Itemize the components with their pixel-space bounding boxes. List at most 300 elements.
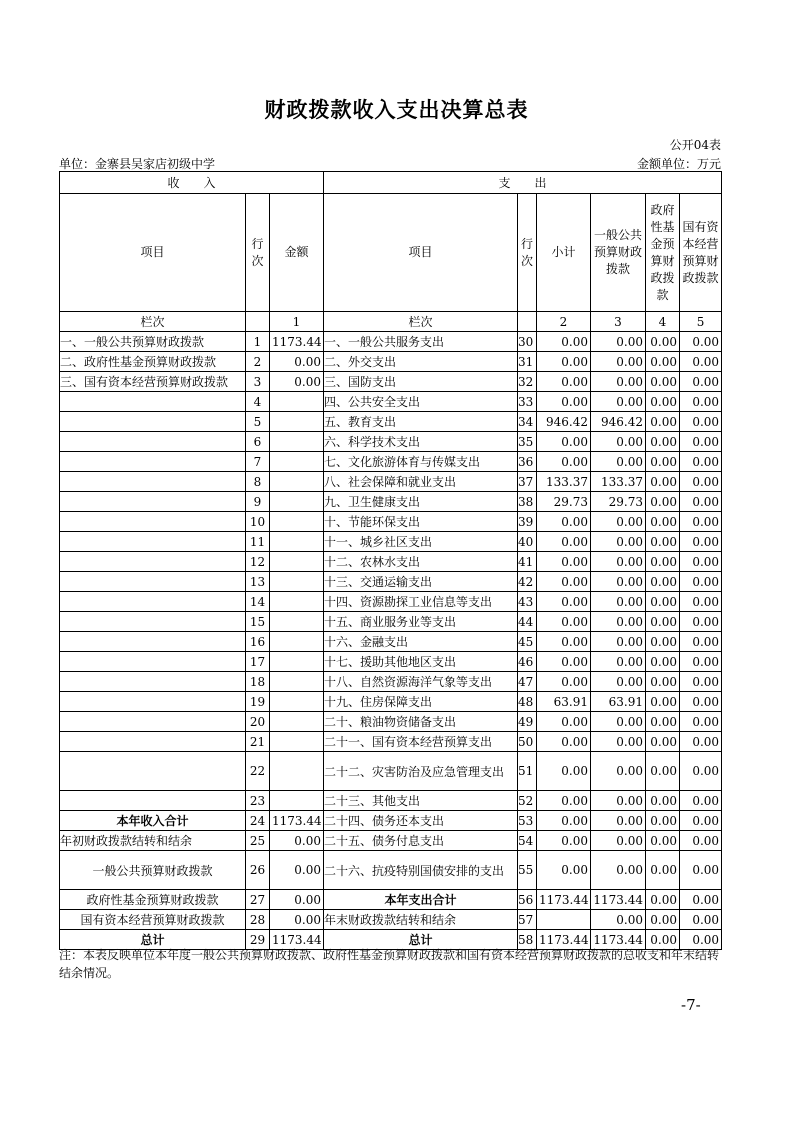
income-line: 2 bbox=[246, 352, 270, 372]
table-row bbox=[60, 352, 722, 372]
expense-subtotal: 133.37 bbox=[537, 472, 591, 492]
income-line: 18 bbox=[246, 672, 270, 692]
expense-state-capital: 0.00 bbox=[680, 672, 722, 692]
expense-line: 45 bbox=[518, 632, 537, 652]
page-title: 财政拨款收入支出决算总表 bbox=[264, 98, 529, 122]
income-line: 12 bbox=[246, 552, 270, 572]
table-row bbox=[60, 652, 722, 672]
income-amount bbox=[270, 612, 324, 632]
table-row bbox=[60, 372, 722, 392]
expense-item: 七、文化旅游体育与传媒支出 bbox=[324, 452, 518, 472]
expense-item: 本年支出合计 bbox=[324, 890, 518, 910]
income-amount: 1173.44 bbox=[270, 930, 324, 950]
income-item-header: 项目 bbox=[60, 194, 246, 312]
expense-gov-fund: 0.00 bbox=[646, 432, 680, 452]
income-amount bbox=[270, 652, 324, 672]
table-row bbox=[60, 851, 722, 890]
expense-item: 十三、交通运输支出 bbox=[324, 572, 518, 592]
income-line: 13 bbox=[246, 572, 270, 592]
expense-line: 32 bbox=[518, 372, 537, 392]
income-amount bbox=[270, 732, 324, 752]
income-item bbox=[60, 592, 246, 612]
income-line: 29 bbox=[246, 930, 270, 950]
expense-line: 54 bbox=[518, 831, 537, 851]
expense-item: 二、外交支出 bbox=[324, 352, 518, 372]
expense-gov-fund: 0.00 bbox=[646, 372, 680, 392]
expense-line: 33 bbox=[518, 392, 537, 412]
table-row bbox=[60, 692, 722, 712]
expense-gov-fund: 0.00 bbox=[646, 512, 680, 532]
expense-item: 五、教育支出 bbox=[324, 412, 518, 432]
expense-gov-fund: 0.00 bbox=[646, 392, 680, 412]
income-item: 一般公共预算财政拨款 bbox=[60, 851, 246, 890]
expense-line: 42 bbox=[518, 572, 537, 592]
expense-item: 一、一般公共服务支出 bbox=[324, 332, 518, 352]
expense-line: 39 bbox=[518, 512, 537, 532]
expense-state-capital: 0.00 bbox=[680, 652, 722, 672]
income-item bbox=[60, 472, 246, 492]
income-amount bbox=[270, 632, 324, 652]
income-amount bbox=[270, 472, 324, 492]
table-row bbox=[60, 592, 722, 612]
income-item: 三、国有资本经营预算财政拨款 bbox=[60, 372, 246, 392]
expense-state-capital: 0.00 bbox=[680, 492, 722, 512]
expense-general-budget: 0.00 bbox=[591, 512, 646, 532]
table-row bbox=[60, 612, 722, 632]
income-header: 收 入 bbox=[60, 172, 324, 194]
expense-general-budget: 0.00 bbox=[591, 392, 646, 412]
income-amount bbox=[270, 552, 324, 572]
expense-state-capital: 0.00 bbox=[680, 831, 722, 851]
expense-general-budget: 0.00 bbox=[591, 791, 646, 811]
income-item bbox=[60, 412, 246, 432]
table-row bbox=[60, 632, 722, 652]
income-item: 年初财政拨款结转和结余 bbox=[60, 831, 246, 851]
expense-line: 37 bbox=[518, 472, 537, 492]
income-amount bbox=[270, 432, 324, 452]
budget-table bbox=[59, 171, 722, 950]
expense-general-budget: 0.00 bbox=[591, 552, 646, 572]
expense-state-capital: 0.00 bbox=[680, 910, 722, 930]
expense-subtotal: 0.00 bbox=[537, 532, 591, 552]
expense-gov-fund: 0.00 bbox=[646, 732, 680, 752]
expense-line: 46 bbox=[518, 652, 537, 672]
expense-subtotal: 0.00 bbox=[537, 352, 591, 372]
income-line: 5 bbox=[246, 412, 270, 432]
income-item bbox=[60, 572, 246, 592]
income-amount: 0.00 bbox=[270, 352, 324, 372]
income-line: 11 bbox=[246, 532, 270, 552]
expense-subtotal: 0.00 bbox=[537, 612, 591, 632]
expense-gov-fund: 0.00 bbox=[646, 492, 680, 512]
expense-general-budget: 0.00 bbox=[591, 372, 646, 392]
expense-general-budget: 1173.44 bbox=[591, 930, 646, 950]
table-row bbox=[60, 472, 722, 492]
income-line: 4 bbox=[246, 392, 270, 412]
income-item bbox=[60, 532, 246, 552]
table-row bbox=[60, 791, 722, 811]
expense-state-capital: 0.00 bbox=[680, 712, 722, 732]
expense-subtotal bbox=[537, 910, 591, 930]
expense-subtotal: 0.00 bbox=[537, 652, 591, 672]
income-line: 15 bbox=[246, 612, 270, 632]
income-item bbox=[60, 492, 246, 512]
expense-general-budget: 0.00 bbox=[591, 652, 646, 672]
expense-state-capital: 0.00 bbox=[680, 632, 722, 652]
expense-line: 47 bbox=[518, 672, 537, 692]
table-row bbox=[60, 572, 722, 592]
expense-general-budget: 946.42 bbox=[591, 412, 646, 432]
table-row bbox=[60, 712, 722, 732]
expense-gov-fund: 0.00 bbox=[646, 472, 680, 492]
expense-state-capital: 0.00 bbox=[680, 452, 722, 472]
income-item: 政府性基金预算财政拨款 bbox=[60, 890, 246, 910]
expense-line: 51 bbox=[518, 752, 537, 791]
income-item bbox=[60, 692, 246, 712]
income-amount bbox=[270, 572, 324, 592]
expense-state-capital: 0.00 bbox=[680, 851, 722, 890]
column-number-4: 4 bbox=[646, 312, 680, 332]
expense-general-budget: 0.00 bbox=[591, 432, 646, 452]
income-line: 10 bbox=[246, 512, 270, 532]
income-item bbox=[60, 632, 246, 652]
income-line: 9 bbox=[246, 492, 270, 512]
expense-general-budget: 63.91 bbox=[591, 692, 646, 712]
expense-gov-fund: 0.00 bbox=[646, 612, 680, 632]
expense-gov-fund: 0.00 bbox=[646, 592, 680, 612]
expense-line: 38 bbox=[518, 492, 537, 512]
expense-state-capital: 0.00 bbox=[680, 592, 722, 612]
income-item bbox=[60, 512, 246, 532]
income-amount: 0.00 bbox=[270, 890, 324, 910]
income-line: 16 bbox=[246, 632, 270, 652]
income-line: 28 bbox=[246, 910, 270, 930]
expense-line-header: 行次 bbox=[518, 194, 537, 312]
expense-gov-fund: 0.00 bbox=[646, 910, 680, 930]
unit-label: 单位：金寨县吴家店初级中学 bbox=[59, 157, 216, 171]
expense-item: 十五、商业服务业等支出 bbox=[324, 612, 518, 632]
income-amount bbox=[270, 392, 324, 412]
expense-subtotal: 63.91 bbox=[537, 692, 591, 712]
expense-subtotal: 1173.44 bbox=[537, 890, 591, 910]
expense-item: 八、社会保障和就业支出 bbox=[324, 472, 518, 492]
income-item: 本年收入合计 bbox=[60, 811, 246, 831]
expense-state-capital: 0.00 bbox=[680, 930, 722, 950]
income-line: 20 bbox=[246, 712, 270, 732]
income-item bbox=[60, 452, 246, 472]
income-line: 19 bbox=[246, 692, 270, 712]
income-amount bbox=[270, 532, 324, 552]
expense-item: 六、科学技术支出 bbox=[324, 432, 518, 452]
expense-state-capital: 0.00 bbox=[680, 732, 722, 752]
expense-state-capital: 0.00 bbox=[680, 692, 722, 712]
expense-gov-fund: 0.00 bbox=[646, 352, 680, 372]
expense-state-capital: 0.00 bbox=[680, 412, 722, 432]
expense-item: 年末财政拨款结转和结余 bbox=[324, 910, 518, 930]
income-line: 27 bbox=[246, 890, 270, 910]
expense-line: 49 bbox=[518, 712, 537, 732]
income-item bbox=[60, 392, 246, 412]
expense-item: 二十五、债务付息支出 bbox=[324, 831, 518, 851]
expense-state-capital: 0.00 bbox=[680, 432, 722, 452]
expense-state-capital: 0.00 bbox=[680, 791, 722, 811]
expense-gov-fund: 0.00 bbox=[646, 791, 680, 811]
expense-general-budget: 0.00 bbox=[591, 910, 646, 930]
expense-gov-fund: 0.00 bbox=[646, 831, 680, 851]
table-row bbox=[60, 452, 722, 472]
income-line: 6 bbox=[246, 432, 270, 452]
expense-general-budget: 1173.44 bbox=[591, 890, 646, 910]
table-row bbox=[60, 512, 722, 532]
expense-subtotal: 946.42 bbox=[537, 412, 591, 432]
expense-gov-fund: 0.00 bbox=[646, 552, 680, 572]
income-item: 总计 bbox=[60, 930, 246, 950]
income-item: 二、政府性基金预算财政拨款 bbox=[60, 352, 246, 372]
income-line: 1 bbox=[246, 332, 270, 352]
expense-state-capital: 0.00 bbox=[680, 532, 722, 552]
expense-subtotal: 0.00 bbox=[537, 811, 591, 831]
expense-line: 43 bbox=[518, 592, 537, 612]
general-budget-header: 一般公共预算财政拨款 bbox=[591, 194, 646, 312]
expense-general-budget: 0.00 bbox=[591, 851, 646, 890]
expense-line: 35 bbox=[518, 432, 537, 452]
income-amount bbox=[270, 492, 324, 512]
income-line: 17 bbox=[246, 652, 270, 672]
expense-item: 二十四、债务还本支出 bbox=[324, 811, 518, 831]
expense-subtotal: 0.00 bbox=[537, 452, 591, 472]
income-line: 24 bbox=[246, 811, 270, 831]
income-item bbox=[60, 732, 246, 752]
expense-gov-fund: 0.00 bbox=[646, 752, 680, 791]
expense-subtotal: 0.00 bbox=[537, 372, 591, 392]
income-line: 23 bbox=[246, 791, 270, 811]
footnote: 注：本表反映单位本年度一般公共预算财政拨款、政府性基金预算财政拨款和国有资本经营预算财政拨款的总收支和年末结转结余情况。 bbox=[59, 948, 720, 980]
expense-line: 52 bbox=[518, 791, 537, 811]
column-label-expense: 栏次 bbox=[324, 312, 518, 332]
expense-item: 二十一、国有资本经营预算支出 bbox=[324, 732, 518, 752]
column-number-1: 1 bbox=[270, 312, 324, 332]
income-amount: 0.00 bbox=[270, 910, 324, 930]
expense-state-capital: 0.00 bbox=[680, 890, 722, 910]
expense-item: 十二、农林水支出 bbox=[324, 552, 518, 572]
expense-general-budget: 0.00 bbox=[591, 752, 646, 791]
page-number: -7- bbox=[681, 996, 701, 1014]
expense-state-capital: 0.00 bbox=[680, 392, 722, 412]
expense-line: 44 bbox=[518, 612, 537, 632]
income-item: 国有资本经营预算财政拨款 bbox=[60, 910, 246, 930]
expense-general-budget: 133.37 bbox=[591, 472, 646, 492]
table-row bbox=[60, 732, 722, 752]
expense-header: 支 出 bbox=[324, 172, 722, 194]
income-item bbox=[60, 791, 246, 811]
expense-subtotal: 0.00 bbox=[537, 632, 591, 652]
table-row bbox=[60, 672, 722, 692]
expense-item: 十六、金融支出 bbox=[324, 632, 518, 652]
table-row bbox=[60, 532, 722, 552]
expense-item: 十九、住房保障支出 bbox=[324, 692, 518, 712]
income-line: 26 bbox=[246, 851, 270, 890]
expense-state-capital: 0.00 bbox=[680, 332, 722, 352]
expense-item: 二十、粮油物资储备支出 bbox=[324, 712, 518, 732]
table-row bbox=[60, 492, 722, 512]
expense-state-capital: 0.00 bbox=[680, 612, 722, 632]
expense-gov-fund: 0.00 bbox=[646, 890, 680, 910]
expense-state-capital: 0.00 bbox=[680, 552, 722, 572]
gov-fund-header: 政府性基金预算财政拨款 bbox=[646, 194, 680, 312]
expense-line: 58 bbox=[518, 930, 537, 950]
income-item bbox=[60, 672, 246, 692]
income-item bbox=[60, 612, 246, 632]
expense-gov-fund: 0.00 bbox=[646, 851, 680, 890]
income-line: 25 bbox=[246, 831, 270, 851]
column-number-2: 2 bbox=[537, 312, 591, 332]
expense-subtotal: 0.00 bbox=[537, 512, 591, 532]
expense-gov-fund: 0.00 bbox=[646, 672, 680, 692]
income-line: 3 bbox=[246, 372, 270, 392]
income-line: 7 bbox=[246, 452, 270, 472]
expense-item: 十四、资源勘探工业信息等支出 bbox=[324, 592, 518, 612]
expense-item: 总计 bbox=[324, 930, 518, 950]
expense-line: 31 bbox=[518, 352, 537, 372]
column-number-3: 3 bbox=[591, 312, 646, 332]
expense-state-capital: 0.00 bbox=[680, 512, 722, 532]
income-amount bbox=[270, 412, 324, 432]
form-number: 公开04表 bbox=[669, 138, 721, 152]
expense-state-capital: 0.00 bbox=[680, 752, 722, 791]
expense-item-header: 项目 bbox=[324, 194, 518, 312]
expense-state-capital: 0.00 bbox=[680, 472, 722, 492]
table-row bbox=[60, 552, 722, 572]
expense-line: 40 bbox=[518, 532, 537, 552]
expense-item: 十、节能环保支出 bbox=[324, 512, 518, 532]
expense-general-budget: 0.00 bbox=[591, 532, 646, 552]
income-line: 14 bbox=[246, 592, 270, 612]
expense-subtotal: 0.00 bbox=[537, 732, 591, 752]
expense-item: 二十三、其他支出 bbox=[324, 791, 518, 811]
expense-gov-fund: 0.00 bbox=[646, 930, 680, 950]
income-line: 8 bbox=[246, 472, 270, 492]
subtotal-header: 小计 bbox=[537, 194, 591, 312]
table-row bbox=[60, 412, 722, 432]
expense-subtotal: 0.00 bbox=[537, 712, 591, 732]
income-item bbox=[60, 432, 246, 452]
income-amount: 0.00 bbox=[270, 372, 324, 392]
income-item: 一、一般公共预算财政拨款 bbox=[60, 332, 246, 352]
expense-general-budget: 0.00 bbox=[591, 672, 646, 692]
expense-item: 十八、自然资源海洋气象等支出 bbox=[324, 672, 518, 692]
expense-general-budget: 0.00 bbox=[591, 332, 646, 352]
column-number-5: 5 bbox=[680, 312, 722, 332]
amount-unit-label: 金额单位：万元 bbox=[636, 157, 721, 171]
table-row bbox=[60, 332, 722, 352]
income-item bbox=[60, 752, 246, 791]
expense-general-budget: 0.00 bbox=[591, 452, 646, 472]
expense-item: 九、卫生健康支出 bbox=[324, 492, 518, 512]
expense-subtotal: 0.00 bbox=[537, 432, 591, 452]
expense-subtotal: 0.00 bbox=[537, 392, 591, 412]
expense-line: 57 bbox=[518, 910, 537, 930]
expense-general-budget: 0.00 bbox=[591, 592, 646, 612]
expense-item: 二十二、灾害防治及应急管理支出 bbox=[324, 752, 518, 791]
table-row bbox=[60, 831, 722, 851]
expense-general-budget: 29.73 bbox=[591, 492, 646, 512]
expense-line: 36 bbox=[518, 452, 537, 472]
income-amount: 0.00 bbox=[270, 851, 324, 890]
income-amount bbox=[270, 712, 324, 732]
expense-gov-fund: 0.00 bbox=[646, 452, 680, 472]
income-amount bbox=[270, 452, 324, 472]
expense-line: 53 bbox=[518, 811, 537, 831]
expense-item: 四、公共安全支出 bbox=[324, 392, 518, 412]
expense-gov-fund: 0.00 bbox=[646, 652, 680, 672]
expense-subtotal: 29.73 bbox=[537, 492, 591, 512]
expense-item: 十一、城乡社区支出 bbox=[324, 532, 518, 552]
expense-item: 十七、援助其他地区支出 bbox=[324, 652, 518, 672]
expense-gov-fund: 0.00 bbox=[646, 332, 680, 352]
expense-general-budget: 0.00 bbox=[591, 712, 646, 732]
expense-subtotal: 0.00 bbox=[537, 831, 591, 851]
table-row bbox=[60, 752, 722, 791]
income-line: 21 bbox=[246, 732, 270, 752]
expense-line: 34 bbox=[518, 412, 537, 432]
expense-gov-fund: 0.00 bbox=[646, 532, 680, 552]
expense-state-capital: 0.00 bbox=[680, 352, 722, 372]
expense-line: 41 bbox=[518, 552, 537, 572]
expense-gov-fund: 0.00 bbox=[646, 412, 680, 432]
expense-line: 50 bbox=[518, 732, 537, 752]
table-row bbox=[60, 432, 722, 452]
expense-gov-fund: 0.00 bbox=[646, 572, 680, 592]
expense-state-capital: 0.00 bbox=[680, 572, 722, 592]
income-amount bbox=[270, 752, 324, 791]
expense-general-budget: 0.00 bbox=[591, 732, 646, 752]
income-item bbox=[60, 552, 246, 572]
expense-line: 56 bbox=[518, 890, 537, 910]
table-row bbox=[60, 910, 722, 930]
expense-item: 二十六、抗疫特别国债安排的支出 bbox=[324, 851, 518, 890]
income-amount bbox=[270, 512, 324, 532]
income-item bbox=[60, 652, 246, 672]
expense-gov-fund: 0.00 bbox=[646, 632, 680, 652]
column-label: 栏次 bbox=[60, 312, 246, 332]
expense-item: 三、国防支出 bbox=[324, 372, 518, 392]
income-amount bbox=[270, 692, 324, 712]
expense-gov-fund: 0.00 bbox=[646, 712, 680, 732]
expense-line: 30 bbox=[518, 332, 537, 352]
state-capital-header: 国有资本经营预算财政拨款 bbox=[680, 194, 722, 312]
expense-subtotal: 0.00 bbox=[537, 552, 591, 572]
expense-general-budget: 0.00 bbox=[591, 811, 646, 831]
expense-general-budget: 0.00 bbox=[591, 572, 646, 592]
income-amount: 0.00 bbox=[270, 831, 324, 851]
expense-line: 48 bbox=[518, 692, 537, 712]
income-amount-header: 金额 bbox=[270, 194, 324, 312]
income-amount: 1173.44 bbox=[270, 332, 324, 352]
expense-subtotal: 1173.44 bbox=[537, 930, 591, 950]
income-amount: 1173.44 bbox=[270, 811, 324, 831]
expense-general-budget: 0.00 bbox=[591, 831, 646, 851]
table-row bbox=[60, 890, 722, 910]
expense-subtotal: 0.00 bbox=[537, 752, 591, 791]
expense-subtotal: 0.00 bbox=[537, 851, 591, 890]
expense-state-capital: 0.00 bbox=[680, 811, 722, 831]
expense-gov-fund: 0.00 bbox=[646, 692, 680, 712]
expense-subtotal: 0.00 bbox=[537, 672, 591, 692]
expense-general-budget: 0.00 bbox=[591, 632, 646, 652]
income-item bbox=[60, 712, 246, 732]
expense-state-capital: 0.00 bbox=[680, 372, 722, 392]
expense-gov-fund: 0.00 bbox=[646, 811, 680, 831]
